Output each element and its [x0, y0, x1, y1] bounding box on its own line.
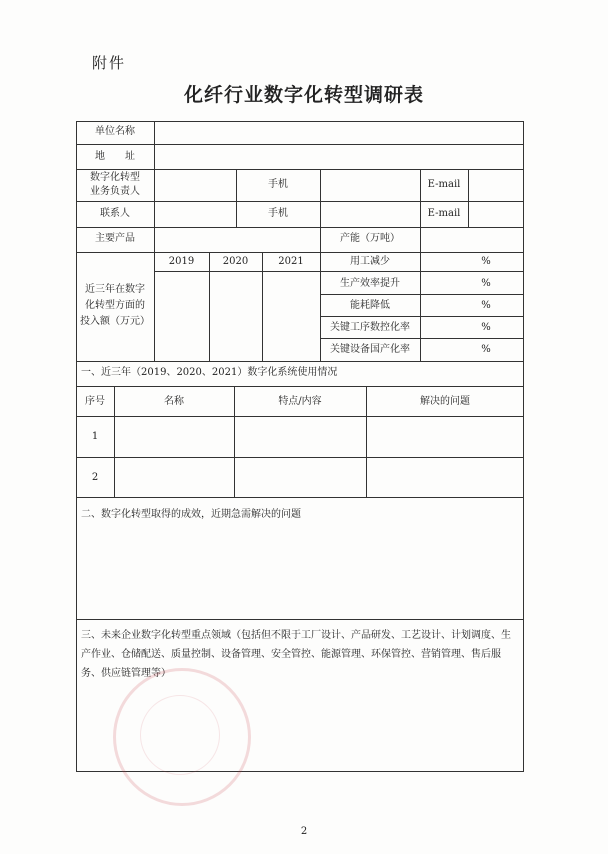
table-line — [76, 386, 524, 387]
attachment-label: 附件 — [92, 54, 127, 72]
investment-label-3: 投入额（万元） — [80, 316, 150, 327]
metric-label: 生产效率提升 — [340, 278, 400, 289]
section2-title: 二、数字化转型取得的成效，近期急需解决的问题 — [81, 509, 301, 520]
metric-label: 关键工序数控化率 — [330, 322, 410, 333]
table-line — [76, 361, 524, 362]
contact-person-label: 联系人 — [100, 208, 130, 219]
row-number: 2 — [91, 472, 99, 483]
table-line — [76, 121, 524, 122]
investment-label-1: 近三年在数字 — [85, 284, 145, 295]
metric-label: 能耗降低 — [350, 300, 390, 311]
table-line — [154, 121, 155, 361]
section1-header: 名称 — [164, 396, 184, 407]
table-line — [523, 121, 524, 772]
table-line — [76, 497, 524, 498]
table-line — [76, 416, 524, 417]
table-line — [76, 227, 524, 228]
section1-title: 一、近三年（2019、2020、2021）数字化系统使用情况 — [81, 367, 338, 378]
table-line — [76, 619, 524, 620]
table-line — [420, 227, 421, 361]
table-line — [320, 338, 524, 339]
table-line — [76, 201, 524, 202]
metric-label: 关键设备国产化率 — [330, 344, 410, 355]
investment-label-2: 化转型方面的 — [85, 300, 145, 311]
main-products-label: 主要产品 — [95, 233, 135, 244]
year-header: 2020 — [222, 256, 249, 267]
metric-unit: % — [481, 344, 491, 355]
table-line — [76, 169, 524, 170]
table-line — [262, 252, 263, 361]
phone-label: 手机 — [268, 208, 288, 219]
section1-header: 特点/内容 — [278, 396, 322, 407]
page-title: 化纤行业数字化转型调研表 — [183, 84, 424, 106]
table-line — [320, 169, 321, 227]
metric-unit: % — [481, 256, 491, 267]
metric-unit: % — [481, 278, 491, 289]
email-label: E-mail — [427, 179, 461, 190]
address-label: 地 址 — [95, 151, 135, 162]
table-line — [76, 144, 524, 145]
page-number: 2 — [300, 826, 308, 837]
section1-header: 解决的问题 — [420, 396, 470, 407]
table-line — [76, 252, 524, 253]
survey-form — [76, 121, 524, 772]
official-seal — [140, 695, 220, 775]
table-line — [76, 457, 524, 458]
digital-head-label-1: 数字化转型 — [90, 172, 140, 183]
phone-label: 手机 — [268, 179, 288, 190]
section3-text: 三、未来企业数字化转型重点领域（包括但不限于工厂设计、产品研发、工艺设计、计划调度、生产作业、仓储配送、质量控制、设备管理、安全管控、能源管理、环保管控、营销管理、售后服务、供应链管理等） — [81, 630, 511, 679]
table-line — [320, 316, 524, 317]
table-line — [468, 169, 469, 227]
metric-unit: % — [481, 300, 491, 311]
table-line — [320, 227, 321, 361]
metric-unit: % — [481, 322, 491, 333]
capacity-label: 产能（万吨） — [340, 233, 400, 244]
year-header: 2019 — [168, 256, 195, 267]
digital-head-label-2: 业务负责人 — [90, 186, 140, 197]
year-header: 2021 — [278, 256, 304, 267]
email-label: E-mail — [427, 208, 461, 219]
unit-name-label: 单位名称 — [95, 126, 135, 137]
table-line — [209, 252, 210, 361]
section1-header: 序号 — [85, 396, 105, 407]
metric-label: 用工减少 — [350, 256, 390, 267]
row-number: 1 — [91, 431, 99, 442]
table-line — [320, 294, 524, 295]
